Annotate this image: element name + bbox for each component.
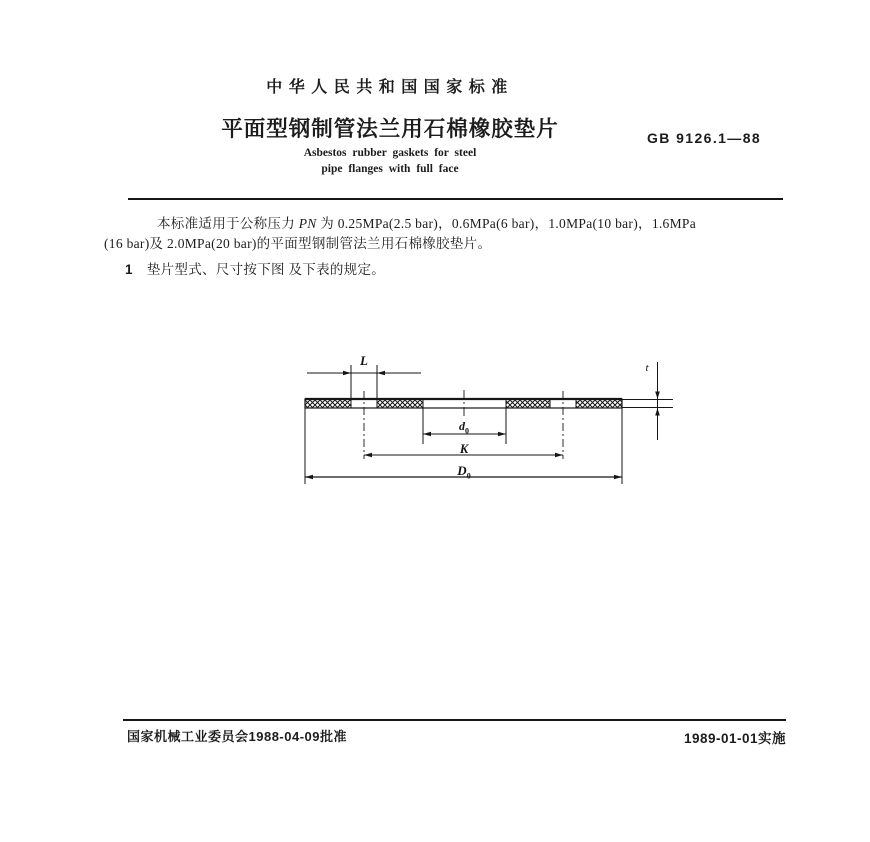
implementation-line: 1989-01-01实施 <box>683 731 786 746</box>
pn-symbol: PN <box>298 216 317 231</box>
scope-text-suffix: 为 0.25MPa(2.5 bar)，0.6MPa(6 bar)，1.0MPa(10 bar)，1.6MPa <box>316 216 696 231</box>
standard-number: GB 9126.1—88 <box>647 130 762 146</box>
gasket-cross-section-drawing <box>280 350 690 500</box>
scope-paragraph-line2: (16 bar)及 2.0MPa(20 bar)的平面型钢制管法兰用石棉橡胶垫片。 <box>104 236 492 251</box>
approval-line: 国家机械工业委员会1988-04-09批准 <box>127 729 347 744</box>
section-1-heading <box>125 258 385 278</box>
gasket-cross-section-diagram <box>280 350 690 500</box>
section-1-text: 垫片型式、尺寸按下图 及下表的规定。 <box>146 262 386 277</box>
dim-label-bolt-hole-L: L <box>360 353 368 368</box>
dim-label-bolt-circle-K: K <box>459 442 469 456</box>
document-title-en-line1: Asbestos rubber gaskets for steel <box>303 147 477 159</box>
header-divider-rule <box>128 198 783 200</box>
document-title-zh: 平面型钢制管法兰用石棉橡胶垫片 <box>221 117 559 141</box>
scope-text-prefix: 本标准适用于公称压力 <box>157 216 299 231</box>
document-title-en-line2: pipe flanges with full face <box>321 162 459 175</box>
scope-paragraph-line1 <box>157 212 696 232</box>
dim-label-outer-diameter-D0: $D_0$ <box>457 463 471 481</box>
footer-divider-rule <box>123 719 786 721</box>
dim-label-inner-diameter-d0: $d_0$ <box>459 419 469 436</box>
issuing-org-line: 中华人民共和国国家标准 <box>266 79 514 96</box>
dim-label-thickness-t: t <box>645 362 649 374</box>
section-1-number: 1 <box>125 262 133 277</box>
document-title-en <box>120 146 660 177</box>
